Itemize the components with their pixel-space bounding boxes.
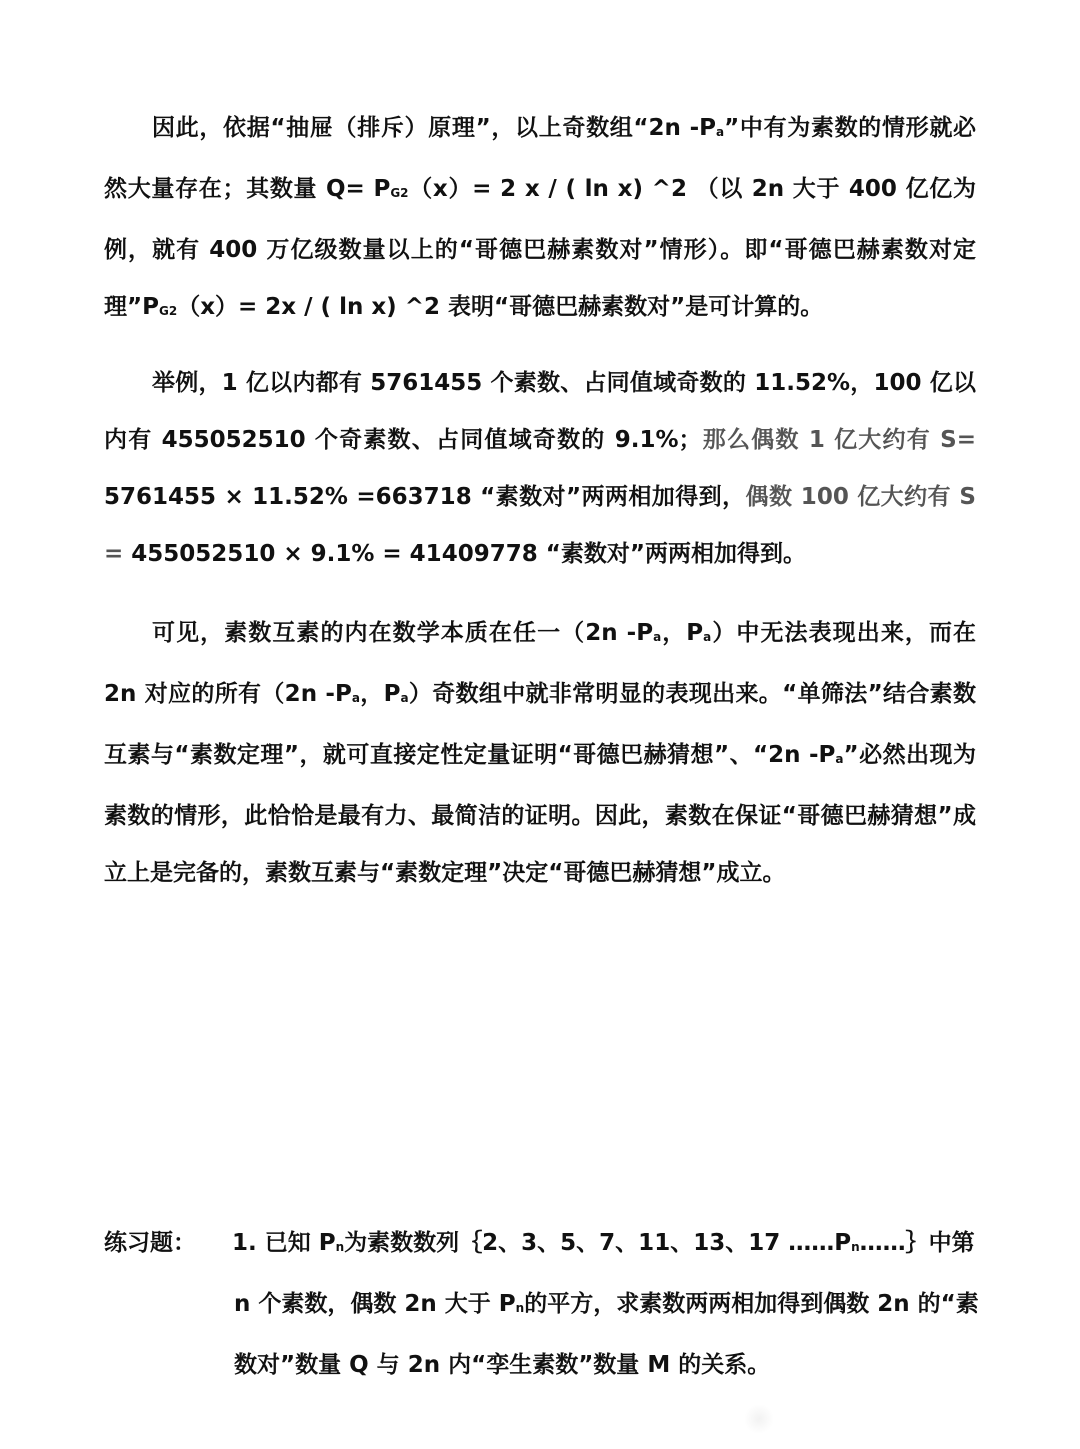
text-run: 1. 已知 P (232, 1230, 336, 1256)
text-run: ”必然出现为素数的情形，此恰恰是最有力、最简洁的证明。因此，素数在保证“哥德巴赫猜想”成立上是完备的，素数互素与“素数定理”决定“哥德巴赫猜想”成立。 (104, 742, 976, 886)
text-run: ）中无法表现出来，而在 2n 对应的所有（2n -P (104, 620, 977, 707)
subscript: a (703, 630, 712, 644)
text-run-grey: 那么偶数 1 亿大约有 S= (701, 427, 976, 453)
subscript: a (835, 752, 844, 766)
subscript: a (400, 691, 409, 705)
paragraph-goldbach-count (104, 100, 976, 340)
subscript: a (653, 630, 662, 644)
subscript: G2 (390, 186, 409, 200)
exercise-question (234, 1215, 980, 1394)
text-run: 可见，素数互素的内在数学本质在任一（2n -P (152, 620, 654, 646)
scan-smudge (744, 1404, 774, 1434)
subscript: n (335, 1240, 345, 1254)
text-run: 455052510 × 9.1% = 41409778 “素数对”两两相加得到。 (123, 541, 806, 567)
text-run: ……｝中第 n 个素数，偶数 2n 大于 P (234, 1230, 975, 1317)
text-run: （x）= 2x / ( ln x) ^2 表明“哥德巴赫素数对”是可计算的。 (177, 294, 824, 320)
text-run: （x）= 2 x / ( ln x) ^2 （以 2n 大于 400 亿亿为例，就有 400 万亿级数量以上的“哥德巴赫素数对”情形）。即“哥德巴赫素数对定理”P (104, 176, 976, 320)
subscript: G2 (158, 304, 178, 318)
text-run: 因此，依据“抽屉（排斥）原理”，以上奇数组“2n -P (152, 115, 717, 141)
subscript: a (716, 125, 725, 139)
text-run: 的平方，求素数两两相加得到偶数 2n 的“素数对”数量 Q 与 2n 内“孪生素数”数量 M 的关系。 (234, 1291, 979, 1378)
text-run: 为素数数列｛2、3、5、7、11、13、17 ……P (344, 1230, 852, 1256)
text-run: ）奇数组中就非常明显的表现出来。“单筛法”结合素数互素与“素数定理”，就可直接定性定量证明“哥德巴赫猜想”、“2n -P (104, 681, 976, 768)
exercise-label: 练习题： (104, 1230, 196, 1256)
text-run: ，P (661, 620, 704, 646)
text-run-grey: 偶数 100 亿大约有 S = (104, 484, 976, 567)
text-run: ”中有为素数的情形就必然大量存在；其数量 Q= P (104, 115, 976, 202)
subscript: n (851, 1240, 860, 1254)
paragraph-examples (104, 355, 976, 583)
text-run: 举例，1 亿以内都有 5761455 个素数、占同值域奇数的 11.52%，100 亿以内有 455052510 个奇素数、占同值域奇数的 9.1%； (104, 370, 976, 453)
paragraph-conclusion (104, 605, 976, 902)
subscript: n (515, 1301, 525, 1315)
text-run: ，P (359, 681, 401, 707)
text-run: 5761455 × 11.52% =663718 “素数对”两两相加得到， (104, 484, 746, 510)
subscript: a (351, 691, 360, 705)
